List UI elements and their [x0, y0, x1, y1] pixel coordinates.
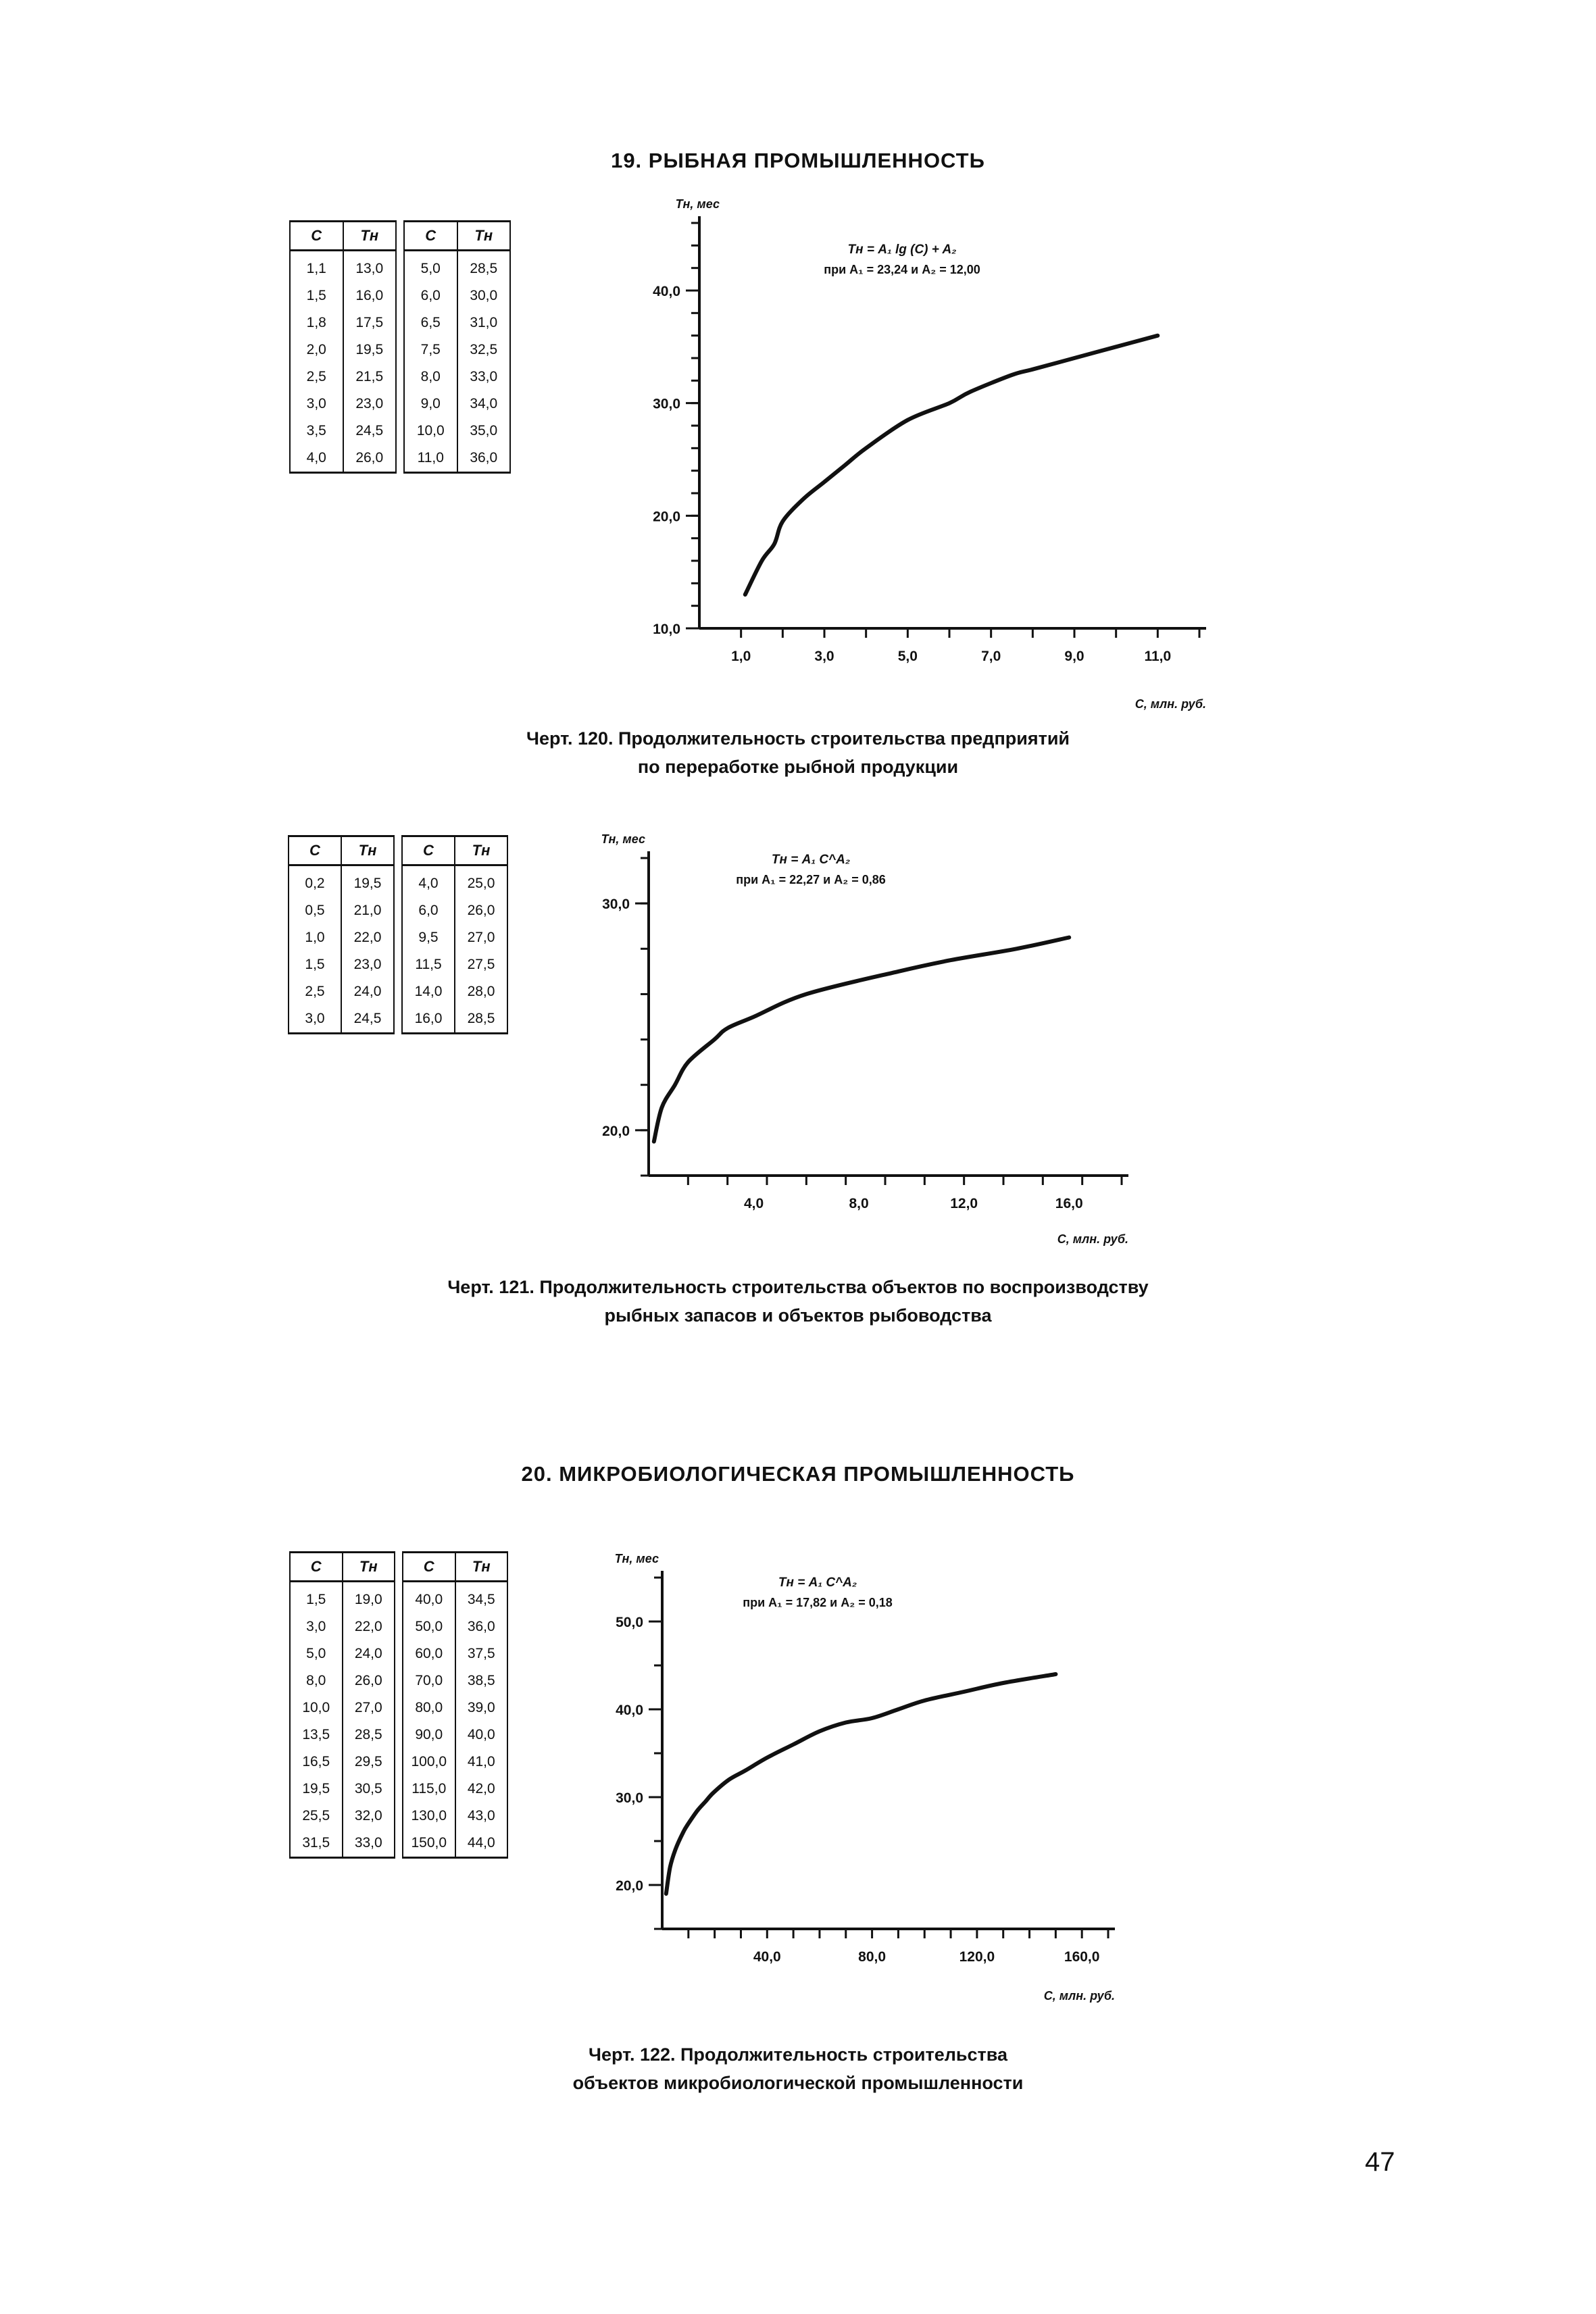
table-cell: 1,5	[289, 951, 341, 978]
x-tick-label: 16,0	[1055, 1196, 1083, 1211]
table-cell: 21,5	[343, 363, 397, 391]
table-cell: 30,5	[343, 1776, 395, 1803]
table-row	[289, 897, 507, 924]
y-tick-label: 20,0	[616, 1878, 643, 1894]
x-tick-label: 12,0	[950, 1196, 978, 1211]
section-20-heading: 20. МИКРОБИОЛОГИЧЕСКАЯ ПРОМЫШЛЕННОСТЬ	[521, 1462, 1075, 1486]
table-gap	[396, 445, 404, 473]
x-tick-label: 160,0	[1064, 1949, 1100, 1965]
table-row	[290, 1640, 507, 1667]
table-gap	[394, 924, 402, 951]
x-tick-label: 5,0	[897, 649, 918, 664]
table-cell: 6,0	[404, 282, 457, 309]
table-row	[290, 391, 510, 418]
table-cell: 1,5	[290, 282, 343, 309]
table-row	[289, 865, 507, 898]
table-cell: 34,0	[457, 391, 511, 418]
table-gap	[395, 1640, 403, 1667]
table-cell: 28,5	[457, 251, 511, 283]
page-number: 47	[1365, 2147, 1395, 2177]
table-row	[290, 282, 510, 309]
table-cell: 19,5	[343, 336, 397, 363]
table-cell: 7,5	[404, 336, 457, 363]
table-gap	[394, 978, 402, 1005]
table-cell: 4,0	[402, 865, 455, 898]
table-row	[289, 978, 507, 1005]
table-cell: 2,5	[290, 363, 343, 391]
formula-line-2: при A₁ = 22,27 и A₂ = 0,86	[736, 873, 886, 886]
table-cell: 24,0	[343, 1640, 395, 1667]
table-cell: 31,5	[290, 1830, 343, 1858]
table-row	[290, 309, 510, 336]
table-cell: 13,0	[343, 251, 397, 283]
x-axis-label: C, млн. руб.	[1134, 697, 1206, 711]
table-gap	[395, 1553, 403, 1582]
table-cell: 24,5	[343, 418, 397, 445]
table-cell: 37,5	[455, 1640, 508, 1667]
table-cell: 2,5	[289, 978, 341, 1005]
x-tick-label: 1,0	[731, 649, 751, 664]
fig122-caption-line1: Черт. 122. Продолжительность строительства	[589, 2044, 1007, 2065]
table-gap	[395, 1776, 403, 1803]
table-cell: 22,0	[341, 924, 394, 951]
table-row	[289, 1005, 507, 1034]
table-cell: 3,0	[290, 1613, 343, 1640]
table-gap	[395, 1667, 403, 1694]
table-cell: 1,0	[289, 924, 341, 951]
table-gap	[394, 836, 402, 865]
table-cell: 60,0	[403, 1640, 455, 1667]
table-cell: 17,5	[343, 309, 397, 336]
y-axis-label: Tн, мес	[675, 197, 720, 211]
table-cell: 34,5	[455, 1582, 508, 1614]
table-cell: 44,0	[455, 1830, 508, 1858]
y-tick-label: 30,0	[653, 396, 680, 412]
x-tick-label: 9,0	[1064, 649, 1084, 664]
series-line	[666, 1674, 1056, 1894]
table-cell: 3,5	[290, 418, 343, 445]
x-tick-label: 120,0	[959, 1949, 995, 1965]
table-cell: 6,0	[402, 897, 455, 924]
table-gap	[395, 1830, 403, 1858]
x-axis-label: C, млн. руб.	[1057, 1232, 1128, 1246]
table-cell: 38,5	[455, 1667, 508, 1694]
formula-line-1: Tн = A₁ C^A₂	[771, 853, 851, 867]
formula-line-1: Tн = A₁ lg (C) + A₂	[847, 243, 957, 257]
table-cell: 33,0	[457, 363, 511, 391]
table-row	[290, 1613, 507, 1640]
table-cell: 28,5	[343, 1721, 395, 1749]
section-19-heading: 19. РЫБНАЯ ПРОМЫШЛЕННОСТЬ	[611, 149, 985, 172]
x-tick-label: 3,0	[814, 649, 834, 664]
table-gap	[396, 282, 404, 309]
table-gap	[396, 251, 404, 283]
table-row	[290, 418, 510, 445]
table-gap	[396, 391, 404, 418]
table-cell: 130,0	[403, 1803, 455, 1830]
table-cell: 42,0	[455, 1776, 508, 1803]
table-cell: 16,0	[402, 1005, 455, 1034]
y-tick-label: 40,0	[653, 284, 680, 299]
fig121-caption	[203, 1273, 1393, 1330]
table-cell: 19,5	[290, 1776, 343, 1803]
y-tick-label: 30,0	[602, 897, 630, 913]
table-header-cell: C	[403, 1553, 455, 1582]
table-row	[290, 1830, 507, 1858]
table-gap	[394, 897, 402, 924]
table-cell: 24,0	[341, 978, 394, 1005]
formula-line-2: при A₁ = 17,82 и A₂ = 0,18	[743, 1596, 893, 1609]
table-header-cell: C	[402, 836, 455, 865]
fig122-caption-line2: объектов микробиологической промышленности	[572, 2073, 1024, 2093]
fig122-chart	[561, 1547, 1264, 2007]
y-tick-label: 40,0	[616, 1703, 643, 1718]
table-cell: 8,0	[290, 1667, 343, 1694]
table-cell: 90,0	[403, 1721, 455, 1749]
table-cell: 10,0	[290, 1694, 343, 1721]
table-cell: 40,0	[403, 1582, 455, 1614]
table-cell: 3,0	[289, 1005, 341, 1034]
table-cell: 26,0	[343, 1667, 395, 1694]
table-row	[290, 1749, 507, 1776]
table-cell: 2,0	[290, 336, 343, 363]
table-cell: 30,0	[457, 282, 511, 309]
table-cell: 33,0	[343, 1830, 395, 1858]
table-header-cell: Tн	[341, 836, 394, 865]
table-cell: 14,0	[402, 978, 455, 1005]
table-cell: 4,0	[290, 445, 343, 473]
table-header-cell: Tн	[455, 836, 507, 865]
table-cell: 1,8	[290, 309, 343, 336]
table-row	[290, 336, 510, 363]
table-cell: 36,0	[457, 445, 511, 473]
table-cell: 9,5	[402, 924, 455, 951]
x-tick-label: 80,0	[858, 1949, 887, 1965]
formula-line-2: при A₁ = 23,24 и A₂ = 12,00	[824, 263, 980, 276]
table-gap	[396, 309, 404, 336]
table-cell: 23,0	[341, 951, 394, 978]
table-header-cell: C	[290, 1553, 343, 1582]
y-axis-label: Tн, мес	[601, 832, 645, 846]
table-header-cell: Tн	[343, 222, 397, 251]
fig121-caption-line1: Черт. 121. Продолжительность строительства объектов по воспроизводству	[447, 1277, 1149, 1297]
table-cell: 24,5	[341, 1005, 394, 1034]
table-cell: 80,0	[403, 1694, 455, 1721]
y-tick-label: 20,0	[653, 509, 680, 525]
table-cell: 16,0	[343, 282, 397, 309]
table-cell: 35,0	[457, 418, 511, 445]
fig120-caption-line1: Черт. 120. Продолжительность строительства предприятий	[526, 728, 1070, 749]
y-tick-label: 10,0	[653, 622, 680, 637]
table-header-cell: C	[289, 836, 341, 865]
table-cell: 27,5	[455, 951, 507, 978]
table-gap	[395, 1803, 403, 1830]
table-cell: 39,0	[455, 1694, 508, 1721]
table-cell: 32,0	[343, 1803, 395, 1830]
table-cell: 23,0	[343, 391, 397, 418]
table-cell: 19,0	[343, 1582, 395, 1614]
table-cell: 0,5	[289, 897, 341, 924]
x-tick-label: 11,0	[1144, 649, 1172, 664]
series-line	[745, 336, 1158, 595]
table-cell: 3,0	[290, 391, 343, 418]
table-cell: 31,0	[457, 309, 511, 336]
table-cell: 5,0	[404, 251, 457, 283]
table-gap	[394, 865, 402, 898]
table-cell: 19,5	[341, 865, 394, 898]
y-tick-label: 50,0	[616, 1615, 643, 1630]
table-cell: 25,0	[455, 865, 507, 898]
table-cell: 16,5	[290, 1749, 343, 1776]
table-row	[289, 924, 507, 951]
table-cell: 25,5	[290, 1803, 343, 1830]
table-row	[290, 1694, 507, 1721]
fig121-chart	[554, 824, 1270, 1257]
table-cell: 115,0	[403, 1776, 455, 1803]
table-cell: 27,0	[343, 1694, 395, 1721]
y-tick-label: 30,0	[616, 1790, 643, 1806]
table-gap	[394, 1005, 402, 1034]
table-cell: 9,0	[404, 391, 457, 418]
table-row	[290, 1582, 507, 1614]
table-cell: 21,0	[341, 897, 394, 924]
table-row	[289, 951, 507, 978]
table-cell: 41,0	[455, 1749, 508, 1776]
fig120-data-table	[289, 220, 511, 474]
table-row	[290, 1721, 507, 1749]
table-row	[290, 1803, 507, 1830]
table-cell: 1,1	[290, 251, 343, 283]
table-row	[290, 445, 510, 473]
table-cell: 70,0	[403, 1667, 455, 1694]
table-header-cell: Tн	[343, 1553, 395, 1582]
table-cell: 10,0	[404, 418, 457, 445]
table-header-cell: Tн	[455, 1553, 508, 1582]
table-cell: 5,0	[290, 1640, 343, 1667]
table-cell: 28,0	[455, 978, 507, 1005]
table-header-cell: C	[404, 222, 457, 251]
table-gap	[395, 1749, 403, 1776]
table-cell: 11,5	[402, 951, 455, 978]
formula-line-1: Tн = A₁ C^A₂	[778, 1576, 857, 1590]
table-cell: 29,5	[343, 1749, 395, 1776]
table-cell: 26,0	[343, 445, 397, 473]
table-gap	[395, 1613, 403, 1640]
x-tick-label: 4,0	[743, 1196, 764, 1211]
table-gap	[396, 363, 404, 391]
table-cell: 43,0	[455, 1803, 508, 1830]
table-cell: 11,0	[404, 445, 457, 473]
x-tick-label: 8,0	[849, 1196, 869, 1211]
fig121-caption-line2: рыбных запасов и объектов рыбоводства	[604, 1305, 992, 1326]
fig122-caption	[203, 2040, 1393, 2097]
table-cell: 6,5	[404, 309, 457, 336]
table-cell: 50,0	[403, 1613, 455, 1640]
table-gap	[395, 1694, 403, 1721]
fig120-caption-line2: по переработке рыбной продукции	[637, 757, 959, 777]
x-axis-label: C, млн. руб.	[1043, 1989, 1115, 2003]
table-row	[290, 251, 510, 283]
table-cell: 13,5	[290, 1721, 343, 1749]
table-cell: 28,5	[455, 1005, 507, 1034]
table-row	[290, 1667, 507, 1694]
table-cell: 32,5	[457, 336, 511, 363]
y-tick-label: 20,0	[602, 1123, 630, 1139]
x-tick-label: 40,0	[753, 1949, 781, 1965]
table-gap	[395, 1721, 403, 1749]
table-cell: 26,0	[455, 897, 507, 924]
table-cell: 100,0	[403, 1749, 455, 1776]
table-cell: 22,0	[343, 1613, 395, 1640]
x-tick-label: 7,0	[981, 649, 1001, 664]
table-cell: 150,0	[403, 1830, 455, 1858]
fig120-caption	[203, 724, 1393, 781]
table-cell: 8,0	[404, 363, 457, 391]
fig122-data-table	[289, 1551, 508, 1859]
fig121-data-table	[288, 835, 508, 1034]
table-gap	[396, 336, 404, 363]
table-gap	[396, 418, 404, 445]
series-line	[654, 938, 1069, 1142]
table-cell: 36,0	[455, 1613, 508, 1640]
table-cell: 1,5	[290, 1582, 343, 1614]
y-axis-label: Tн, мес	[614, 1552, 659, 1565]
table-cell: 40,0	[455, 1721, 508, 1749]
table-gap	[396, 222, 404, 251]
table-header-cell: C	[290, 222, 343, 251]
table-header-cell: Tн	[457, 222, 511, 251]
table-gap	[395, 1582, 403, 1614]
table-gap	[394, 951, 402, 978]
table-cell: 0,2	[289, 865, 341, 898]
fig120-chart	[595, 196, 1297, 723]
table-row	[290, 1776, 507, 1803]
table-cell: 27,0	[455, 924, 507, 951]
table-row	[290, 363, 510, 391]
